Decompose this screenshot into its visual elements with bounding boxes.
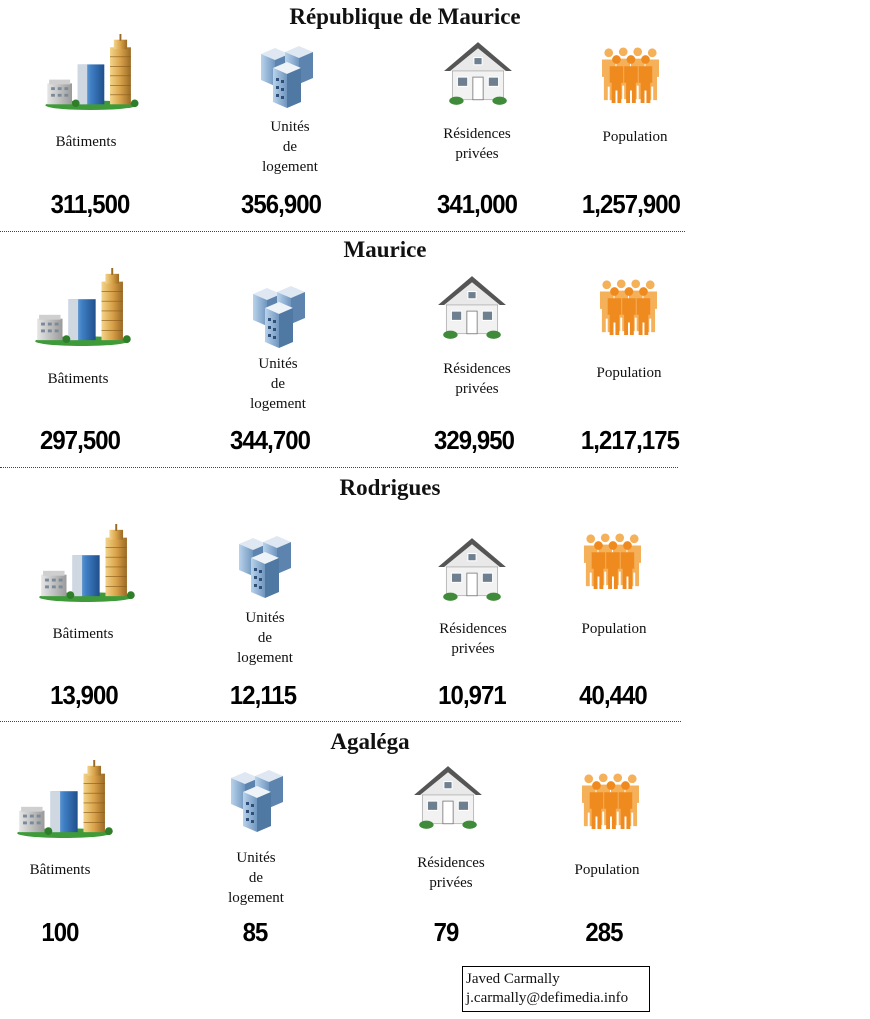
label-units: Unités de logement <box>250 356 306 412</box>
house-icon <box>442 40 514 106</box>
value-residences: 79 <box>433 917 459 947</box>
value-residences: 10,971 <box>438 680 506 710</box>
credit-email: j.carmally@defimedia.info <box>466 990 629 1006</box>
value-buildings: 13,900 <box>50 680 118 710</box>
label-population: Population <box>596 365 662 381</box>
label-buildings: Bâtiments <box>55 134 117 150</box>
house-icon <box>436 536 508 602</box>
house-icon <box>412 764 484 830</box>
house-icon <box>436 274 508 340</box>
value-population: 1,257,900 <box>581 189 681 219</box>
people-group-icon <box>598 46 662 104</box>
section-divider <box>0 467 678 468</box>
label-units: Unités de logement <box>237 610 293 666</box>
value-units: 85 <box>242 917 268 947</box>
value-population: 285 <box>585 917 623 947</box>
label-residences: Résidences privées <box>417 855 485 891</box>
value-population: 40,440 <box>579 680 647 710</box>
value-buildings: 311,500 <box>50 189 130 219</box>
value-buildings: 100 <box>41 917 79 947</box>
label-buildings: Bâtiments <box>52 626 114 642</box>
section-title-maurice: Maurice <box>343 237 427 262</box>
credit-box <box>462 966 650 1012</box>
value-units: 12,115 <box>229 680 297 710</box>
people-group-icon <box>578 772 642 830</box>
section-divider <box>0 721 681 722</box>
label-residences: Résidences privées <box>443 361 511 397</box>
value-units: 356,900 <box>240 189 322 219</box>
value-population: 1,217,175 <box>580 425 680 455</box>
section-title-agalega: Agaléga <box>330 729 410 754</box>
label-residences: Résidences privées <box>439 621 507 657</box>
label-buildings: Bâtiments <box>29 862 91 878</box>
skyline-icon <box>12 760 116 838</box>
credit-name: Javed Carmally <box>466 971 560 987</box>
value-units: 344,700 <box>229 425 311 455</box>
value-buildings: 297,500 <box>39 425 121 455</box>
label-units: Unités de logement <box>228 850 284 906</box>
skyline-icon <box>40 34 142 110</box>
apartment-blocks-icon <box>256 42 318 112</box>
section-divider <box>0 231 685 232</box>
apartment-blocks-icon <box>234 532 296 602</box>
label-population: Population <box>574 862 640 878</box>
label-buildings: Bâtiments <box>47 371 109 387</box>
value-residences: 329,950 <box>433 425 515 455</box>
value-residences: 341,000 <box>436 189 518 219</box>
label-units: Unités de logement <box>262 119 318 175</box>
label-residences: Résidences privées <box>443 126 511 162</box>
people-group-icon <box>580 532 644 590</box>
skyline-icon <box>34 524 138 602</box>
label-population: Population <box>581 621 647 637</box>
section-title-republique: République de Maurice <box>289 4 521 29</box>
people-group-icon <box>596 278 660 336</box>
skyline-icon <box>30 268 134 346</box>
label-population: Population <box>602 129 668 145</box>
apartment-blocks-icon <box>226 766 288 836</box>
apartment-blocks-icon <box>248 282 310 352</box>
section-title-rodrigues: Rodrigues <box>339 475 441 500</box>
